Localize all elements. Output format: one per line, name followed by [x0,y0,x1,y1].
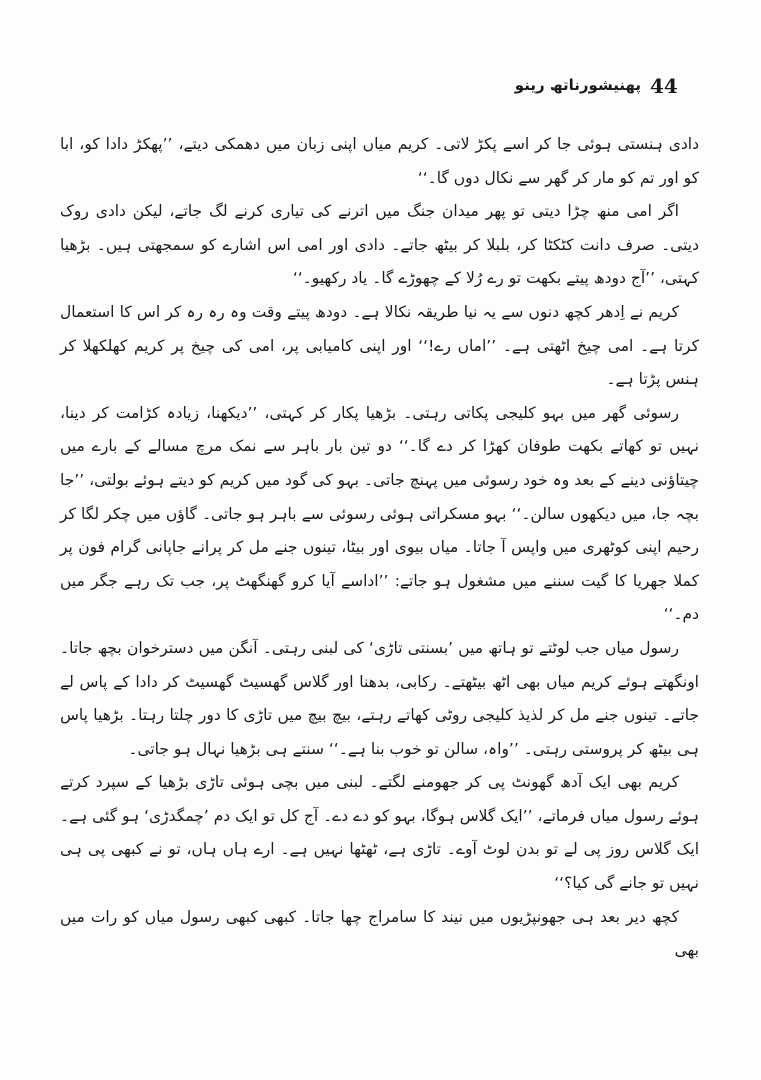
body-text [60,128,699,968]
paragraph: کچھ دیر بعد ہی جھونپڑیوں میں نیند کا سامراج چھا جاتا۔ کبھی کبھی رسول میاں کو رات میں بھی [60,907,699,960]
paragraph: رسوئی گھر میں بہو کلیجی پکاتی رہتی۔ بڑھیا پکار کر کہتی، ’’دیکھنا، زیادہ کڑامت کر دینا، نہیں تو کھاتے بکھت طوفان کھڑا کر دے گا۔‘‘ دو تین بار باہر سے نمک مرچ مسالے کے بارے میں چیتاؤنی دینے کے بعد وہ خود رسوئی میں پہنچ جاتی۔ بہو کی گود میں کریم کو دیتے ہوئے بولتی، ’’جا بچہ جا، میں دیکھوں سالن۔‘‘ بہو مسکراتی ہوئی رسوئی سے باہر ہو جاتی۔ گاؤں میں چکر لگا کر رحیم اپنی کوٹھری میں واپس آ جاتا۔ میاں بیوی اور بیٹا، تینوں جنے مل کر پرانے جاپانی گرام فون پر کملا جھریا کا گیت سننے میں مشغول ہو جاتے: ’’اداسے آیا کرو گھنگھٹ پر، جب تک رہے جگر میں دم۔‘‘ [60,403,699,624]
page-number: 44 [650,74,678,98]
paragraph: اگر امی منھ چڑا دیتی تو پھر میدان جنگ میں اترنے کی تیاری کرنے لگ جاتے، لیکن دادی روک دیتی۔ صرف دانت کٹکٹا کر، بلبلا کر بیٹھ جاتے۔ دادی اور امی اس اشارے کو سمجھتی ہیں۔ بڑھیا کہتی، ’’آج دودھ پیتے بکھت تو رے رُلا کے چھوڑے گا۔ یاد رکھیو۔‘‘ [60,202,699,288]
paragraph: رسول میاں جب لوٹتے تو ہاتھ میں ’بسنتی تاڑی‘ کی لبنی رہتی۔ آنگن میں دسترخوان بچھ جاتا۔ اونگھتے ہوئے کریم میاں بھی اٹھ بیٹھتے۔ رکابی، بدھنا اور گلاس گھسیٹ گھسیٹ کر دادا کے پاس لے جاتے۔ تینوں جنے مل کر لذیذ کلیجی روٹی کھاتے رہتے، بیچ بیچ میں تاڑی کا دور چلتا رہتا۔ بڑھیا پاس ہی بیٹھ کر پروستی رہتی۔ ’’واہ، سالن تو خوب بنا ہے۔‘‘ سنتے ہی بڑھیا نہال ہو جاتی۔ [60,638,699,758]
running-title: پھنیشورناتھ رینو [514,76,641,94]
paragraph: دادی ہنستی ہوئی جا کر اسے پکڑ لاتی۔ کریم میاں اپنی زبان میں دھمکی دیتے، ’’پھکڑ دادا کو، ابا کو اور تم کو مار کر گھر سے نکال دوں گا۔‘‘ [60,135,699,187]
paragraph: کریم نے اِدھر کچھ دنوں سے یہ نیا طریقہ نکالا ہے۔ دودھ پیتے وقت وہ رہ رہ کر اس کا استعمال کرتا ہے۔ امی چیخ اٹھتی ہے۔ ’’اماں رے!‘‘ اور اپنی کامیابی پر، امی کی چیخ پر کریم کھلکھلا کر ہنس پڑتا ہے۔ [60,302,699,389]
paragraph: کریم بھی ایک آدھ گھونٹ پی کر جھومنے لگتے۔ لبنی میں بچی ہوئی تاڑی بڑھیا کے سپرد کرتے ہوئے رسول میاں فرماتے، ’’ایک گلاس ہوگا، بہو کو دے دے۔ آج کل تو ایک دم ’چمگدڑی‘ ہو گئی ہے۔ ایک گلاس روز پی لے تو بدن لوٹ آوے۔ تاڑی ہے، ٹھٹھا نہیں ہے۔ ارے ہاں ہاں، تو نے کبھی پی ہی نہیں تو جانے گی کیا؟‘‘ [59,773,699,893]
page-header [0,74,761,104]
